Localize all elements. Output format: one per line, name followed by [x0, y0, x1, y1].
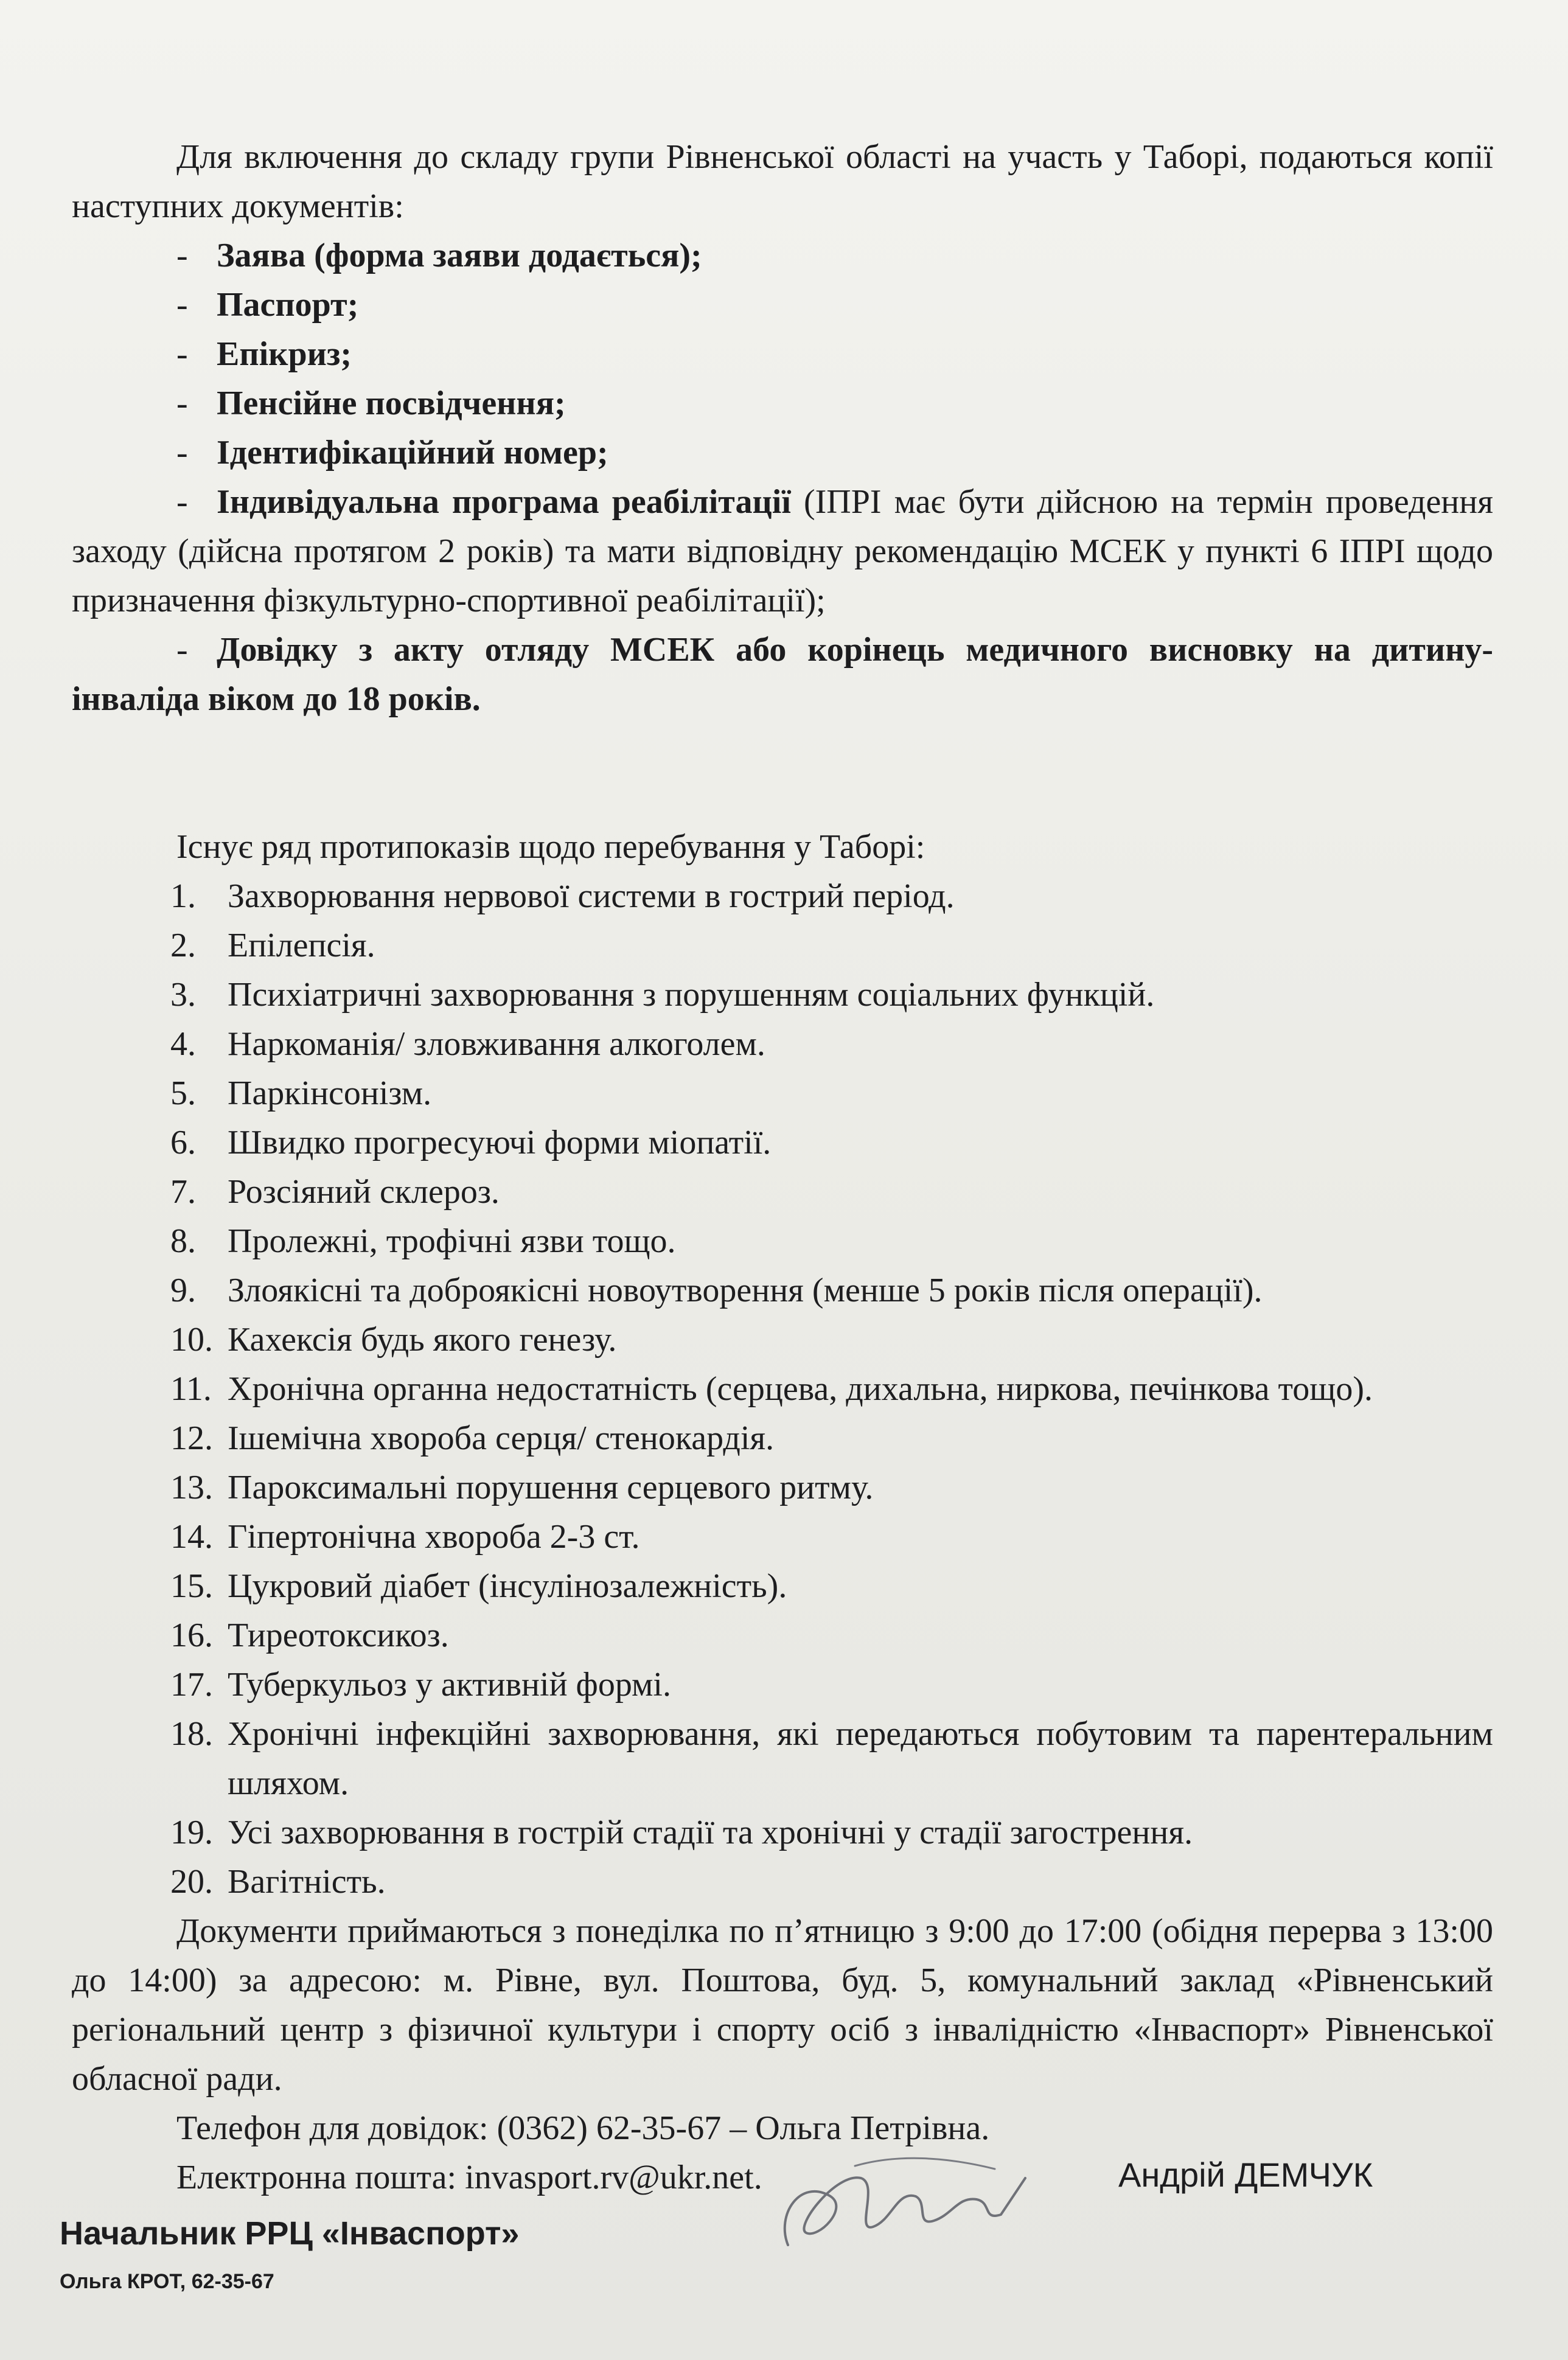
contraindication-item: 6. Швидко прогресуючі форми міопатії. — [170, 1124, 772, 1161]
address-paragraph: Документи приймаються з понеділка по п’ятницю з 9:00 до 17:00 (обідня перерва з 13:00 до 14:00) за адресою: м. Рівне, вул. Поштова, буд. 5, комунальний заклад «Рівненський регіональний центр з фізичної культури і спорту осіб з інвалідністю «Інваспорт» Рівненської обласної ради. — [72, 1912, 1493, 2098]
contraindication-item: 3. Психіатричні захворювання з порушенням соціальних функцій. — [170, 976, 1155, 1014]
document-item: - Епікриз; — [176, 335, 352, 373]
document-item-ipri: - Індивідуальна програма реабілітації (ІПРІ має бути дійсною на термін проведення заходу (дійсна протягом 2 років) та мати відповідну рекомендацію МСЕК у пункті 6 ІПРІ щодо призначення фізкультурно-спортивної реабілітації); — [72, 483, 1493, 619]
phone-line: Телефон для довідок: (0362) 62-35-67 – Ольга Петрівна. — [176, 2109, 990, 2147]
signatory-name: Андрій ДЕМЧУК — [1118, 2156, 1373, 2194]
contraindication-item: 19. Усі захворювання в гострій стадії та хронічні у стадії загострення. — [170, 1814, 1193, 1851]
handwritten-signature — [764, 2142, 1044, 2263]
contraindications-intro: Існує ряд протипоказів щодо перебування у Таборі: — [176, 828, 925, 866]
document-item: - Ідентифікаційний номер; — [176, 434, 608, 472]
contraindication-item: 16. Тиреотоксикоз. — [170, 1617, 449, 1654]
contraindication-item: 12. Ішемічна хвороба серця/ стенокардія. — [170, 1419, 775, 1457]
contraindication-item: 7. Розсіяний склероз. — [170, 1173, 500, 1211]
document-item: - Паспорт; — [176, 286, 359, 324]
contraindication-item: 13. Пароксимальні порушення серцевого ритму. — [170, 1469, 874, 1506]
contraindication-item: 2. Епілепсія. — [170, 927, 375, 964]
document-item: - Заява (форма заяви додається); — [176, 237, 702, 274]
email-line: Електронна пошта: invasport.rv@ukr.net. — [176, 2159, 762, 2196]
document-body — [72, 133, 1493, 2202]
signatory-title: Начальник РРЦ «Інваспорт» — [60, 2215, 520, 2252]
document-item: - Пенсійне посвідчення; — [176, 385, 566, 422]
contraindications-list — [72, 872, 1493, 1907]
contraindication-item: 15. Цукровий діабет (інсулінозалежність). — [170, 1567, 787, 1605]
contraindication-item: 4. Наркоманія/ зловживання алкоголем. — [170, 1025, 765, 1063]
contraindication-item: 9. Злоякісні та доброякісні новоутворення (менше 5 років після операції). — [170, 1272, 1263, 1309]
contraindication-item: 5. Паркінсонізм. — [170, 1074, 432, 1112]
contraindication-item: 10. Кахексія будь якого генезу. — [170, 1321, 617, 1359]
contraindication-item: 20. Вагітність. — [170, 1863, 386, 1901]
contact-person: Ольга КРОТ, 62-35-67 — [60, 2270, 274, 2293]
document-item-msek: - Довідку з акту отляду МСЕК або корінець медичного висновку на дитину-інваліда віком до 18 років. — [72, 631, 1493, 718]
spacer — [72, 724, 1493, 823]
contraindication-item: 14. Гіпертонічна хвороба 2-3 ст. — [170, 1518, 640, 1556]
contraindication-item: 17. Туберкульоз у активній формі. — [170, 1666, 671, 1704]
required-documents-list — [72, 231, 1493, 724]
contraindication-item: 1. Захворювання нервової системи в гострий період. — [170, 877, 955, 915]
contraindication-item: 11. Хронічна органна недостатність (серцева, дихальна, ниркова, печінкова тощо). — [170, 1370, 1373, 1408]
contraindication-item: 8. Пролежні, трофічні язви тощо. — [170, 1222, 676, 1260]
intro-paragraph: Для включення до складу групи Рівненської області на участь у Таборі, подаються копії наступних документів: — [72, 138, 1493, 225]
contraindication-item: 18. Хронічні інфекційні захворювання, які передаються побутовим та парентеральним шляхом. — [170, 1715, 1493, 1802]
